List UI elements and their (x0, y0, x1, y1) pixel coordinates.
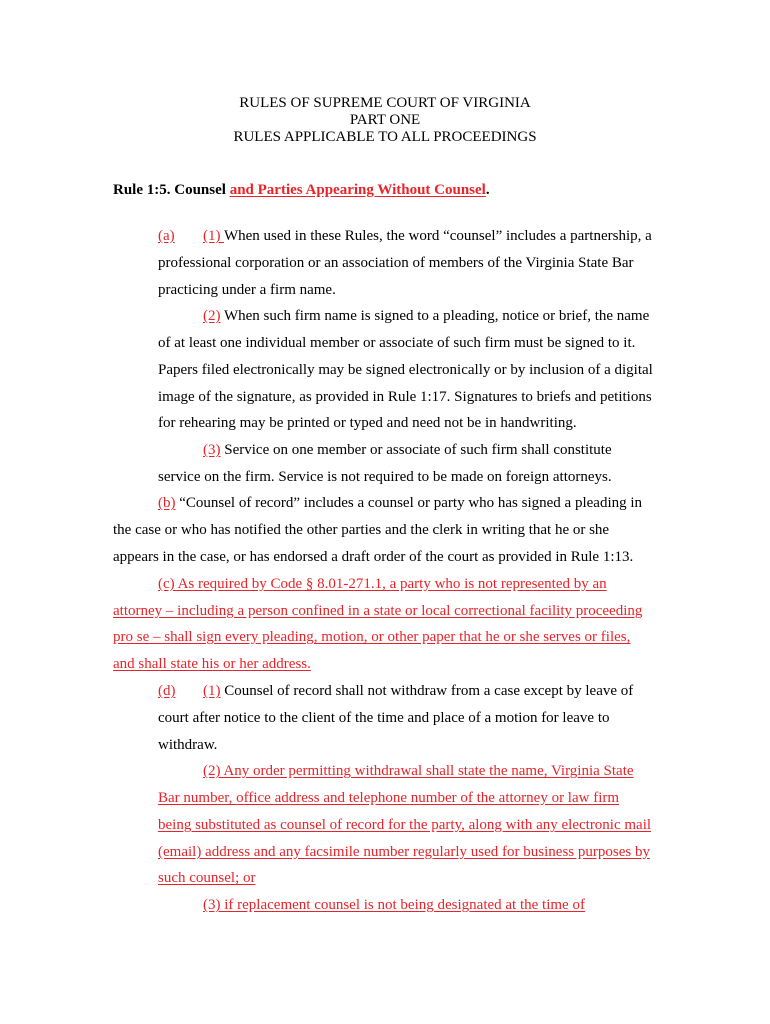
para-a-line-5: of at least one individual member or associate of such firm must be signed to it. (158, 335, 636, 351)
para-c-line-3: pro se – shall sign every pleading, motion, or other paper that he or she serves or files, (113, 629, 631, 645)
para-d-sub2-line-2: Bar number, office address and telephone number of the attorney or law firm (158, 790, 620, 806)
para-b-text: “Counsel of record” includes a counsel or party who has signed a pleading in (175, 495, 643, 511)
para-a-line-8: for rehearing may be printed or typed and need not be in handwriting. (158, 415, 577, 431)
para-a-line-2: professional corporation or an association of members of the Virginia State Bar (158, 255, 634, 271)
para-c-line-4: and shall state his or her address. (113, 656, 311, 672)
para-d-sub3-line-1: (3) if replacement counsel is not being designated at the time of (203, 897, 585, 913)
para-a-line-1 (158, 226, 175, 246)
para-b-line-1 (158, 493, 642, 513)
para-a-sub3-text: Service on one member or associate of such firm shall constitute (220, 442, 612, 458)
para-a-sub2-marker: (2) (203, 308, 221, 324)
para-a-line-6: Papers filed electronically may be signed electronically or by inclusion of a digital (158, 362, 653, 378)
rule-title (113, 180, 490, 200)
para-a-line-4 (203, 306, 649, 326)
para-c-line-2: attorney – including a person confined in a state or local correctional facility proceeding (113, 603, 643, 619)
para-d-line-3: withdraw. (158, 737, 218, 753)
para-a-line-10: service on the firm. Service is not required to be made on foreign attorneys. (158, 469, 612, 485)
para-b-line-2: the case or who has notified the other parties and the clerk in writing that he or she (113, 522, 610, 538)
para-d-sub2-line-1: (2) Any order permitting withdrawal shall state the name, Virginia State (203, 763, 634, 779)
para-a-sub1-marker: (1) (203, 228, 224, 244)
header-court-title: RULES OF SUPREME COURT OF VIRGINIA (239, 95, 531, 111)
para-d-sub2-line-3: being substituted as counsel of record for the party, along with any electronic mail (158, 817, 652, 833)
header-subtitle: RULES APPLICABLE TO ALL PROCEEDINGS (233, 129, 537, 145)
para-d-marker: (d) (158, 683, 176, 699)
para-d-sub2-line-4: (email) address and any facsimile number regularly used for business purposes by (158, 844, 650, 860)
para-d-marker-line (158, 681, 176, 701)
para-d-sub2-line-5: such counsel; or (158, 870, 256, 886)
para-a-line-3: practicing under a firm name. (158, 282, 336, 298)
para-a-marker: (a) (158, 228, 175, 244)
para-a-sub2-text: When such firm name is signed to a pleading, notice or brief, the name (220, 308, 650, 324)
rule-title-period: . (485, 182, 490, 198)
document-header (0, 95, 770, 146)
rule-title-text: Rule 1:5. Counsel (113, 182, 230, 198)
para-a-line-9 (203, 440, 612, 460)
para-a-sub1-text: When used in these Rules, the word “counsel” includes a partnership, a (223, 228, 652, 244)
para-b-line-3: appears in the case, or has endorsed a draft order of the court as provided in Rule 1:13. (113, 549, 634, 565)
para-a-line-7: image of the signature, as provided in Rule 1:17. Signatures to briefs and petitions (158, 389, 652, 405)
para-b-marker: (b) (158, 495, 176, 511)
para-d-sub1-text: Counsel of record shall not withdraw from a case except by leave of (220, 683, 634, 699)
para-d-line-2: court after notice to the client of the time and place of a motion for leave to (158, 710, 610, 726)
para-d-line-1 (203, 681, 633, 701)
rule-title-insertion: and Parties Appearing Without Counsel (229, 182, 486, 198)
header-part: PART ONE (349, 112, 421, 128)
para-a-line-1-text (203, 226, 652, 246)
para-a-sub3-marker: (3) (203, 442, 221, 458)
para-c-line-1: (c) As required by Code § 8.01-271.1, a party who is not represented by an (158, 576, 607, 592)
para-d-sub1-marker: (1) (203, 683, 221, 699)
